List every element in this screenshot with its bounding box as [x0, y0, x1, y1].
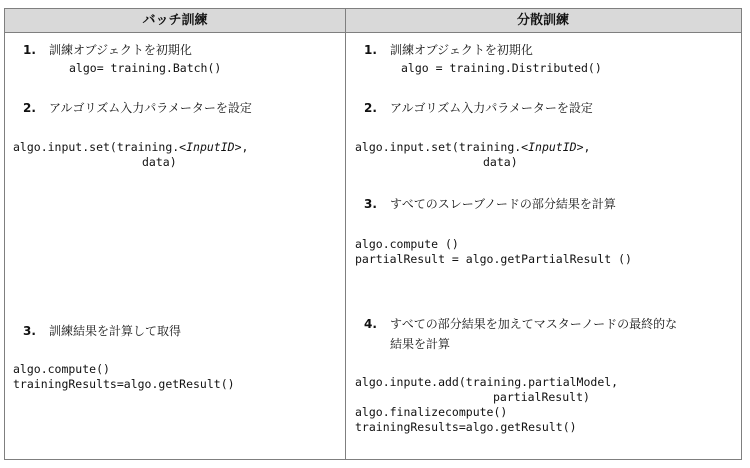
header-distributed: 分散訓練: [345, 9, 741, 33]
code-fragment: algo.input.set(training.<: [13, 140, 187, 154]
dist-code-3b: partialResult = algo.getPartialResult (): [355, 252, 632, 266]
code-placeholder: InputID: [528, 140, 577, 154]
step-text: 訓練オブジェクトを初期化: [390, 43, 533, 57]
step-text-continued: 結果を計算: [390, 337, 451, 351]
step-text: すべての部分結果を加えてマスターノードの最終的な: [390, 317, 678, 331]
dist-step-4: [364, 315, 677, 352]
dist-code-4d: trainingResults=algo.getResult(): [355, 420, 577, 434]
dist-code-4c: algo.finalizecompute(): [355, 405, 508, 419]
batch-cell: [5, 33, 345, 459]
batch-step-1: [23, 41, 192, 58]
batch-step-3: [23, 322, 181, 339]
dist-step-2: [364, 99, 593, 116]
step-number: 2.: [364, 101, 377, 115]
step-number: 1.: [364, 43, 377, 57]
step-text: 訓練結果を計算して取得: [49, 324, 182, 338]
code-placeholder: InputID: [186, 140, 235, 154]
dist-code-4a: algo.inpute.add(training.partialModel,: [355, 375, 619, 389]
step-text: 訓練オブジェクトを初期化: [49, 43, 192, 57]
dist-code-2: [355, 140, 590, 155]
batch-step-2: [23, 99, 252, 116]
step-number: 4.: [364, 317, 377, 331]
dist-step-3: [364, 195, 616, 212]
step-text: アルゴリズム入力パラメーターを設定: [49, 101, 252, 115]
batch-code-2b: data): [142, 155, 177, 169]
dist-step-1: [364, 41, 533, 58]
code-fragment: algo.input.set(training.<: [355, 140, 529, 154]
dist-code-2b: data): [483, 155, 518, 169]
dist-code-4b: partialResult): [493, 390, 590, 404]
batch-code-2: [13, 140, 248, 155]
code-fragment: >,: [576, 140, 591, 154]
batch-code-3a: algo.compute(): [13, 362, 110, 376]
header-batch: バッチ訓練: [5, 9, 345, 33]
batch-code-3b: trainingResults=algo.getResult(): [13, 377, 235, 391]
step-number: 3.: [364, 197, 377, 211]
comparison-table: [4, 8, 742, 460]
batch-code-1: algo= training.Batch(): [69, 61, 222, 75]
dist-code-1: algo = training.Distributed(): [401, 61, 602, 75]
step-text: アルゴリズム入力パラメーターを設定: [390, 101, 593, 115]
step-number: 2.: [23, 101, 36, 115]
code-fragment: >,: [234, 140, 249, 154]
step-number: 1.: [23, 43, 36, 57]
step-number: 3.: [23, 324, 36, 338]
dist-code-3a: algo.compute (): [355, 237, 459, 251]
distributed-cell: [346, 33, 741, 459]
step-text: すべてのスレーブノードの部分結果を計算: [390, 197, 616, 211]
